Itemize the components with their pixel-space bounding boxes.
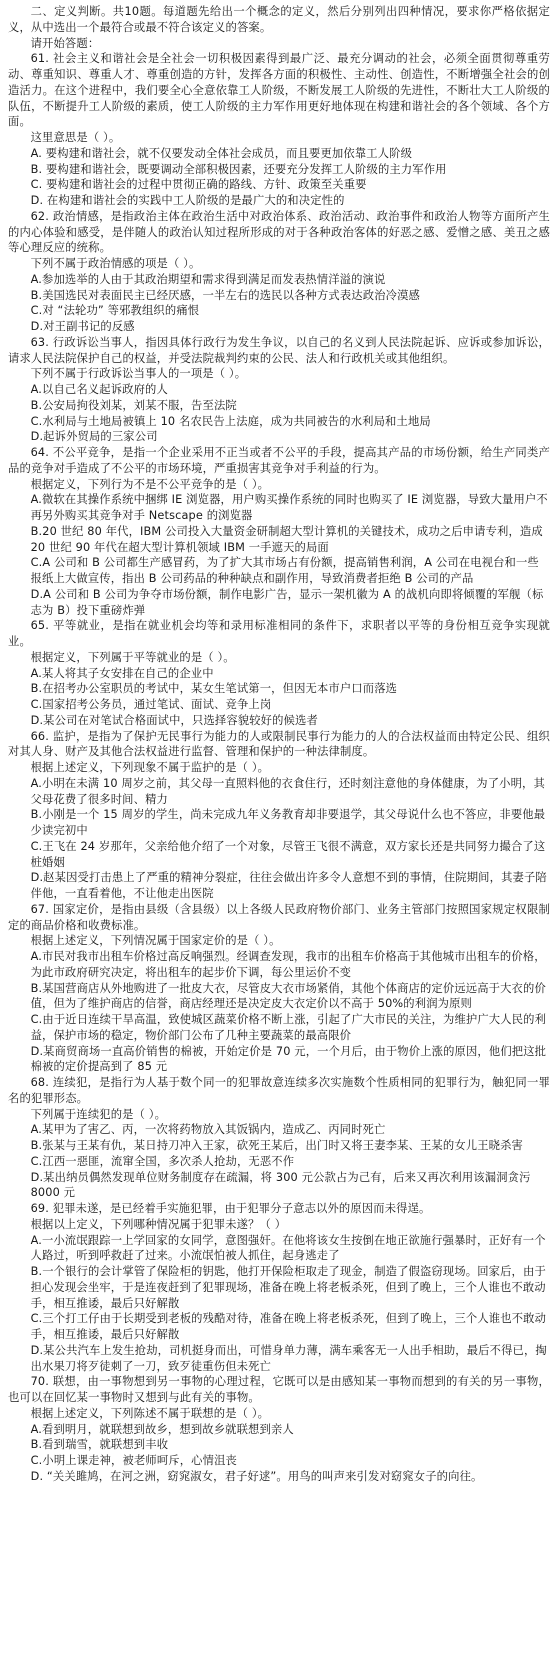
question-block bbox=[8, 902, 550, 1075]
question-definition: 70. 联想，由一事物想到另一事物的心理过程，它既可以是由感知某一事物而想到的有关的另一事物，也可以在回忆某一事物时又想到与此有关的事物。 bbox=[8, 1375, 550, 1404]
answer-option: D.某出纳员偶然发现单位财务制度存在疏漏，将 300 元公款占为己有，后来又再次利用该漏洞贪污 8000 元 bbox=[30, 1170, 531, 1200]
question-stem: 根据定义，下列行为不是不公平竞争的是（ ）。 bbox=[30, 477, 270, 491]
answer-option: A.某人将其子女安排在自己的企业中 bbox=[30, 666, 214, 680]
section-intro: 二、定义判断。共10题。每道题先给出一个概念的定义，然后分别列出四种情况，要求你严格依据定义，从中选出一个最符合或最不符合该定义的答案。 bbox=[8, 5, 550, 34]
question-block bbox=[8, 618, 550, 728]
answer-option: A.微软在其操作系统中捆绑 IE 浏览器，用户购买操作系统的同时也购买了 IE 浏览器，导致大量用户不再另外购买其竞争对手 Netscape 的浏览器 bbox=[30, 493, 548, 522]
question-block bbox=[8, 335, 550, 445]
answer-option: C.三个打工仔由于长期受到老板的残酷对待，准备在晚上将老板杀死，但到了晚上，三个人谁也不敢动手，相互推诿，最后只好解散 bbox=[30, 1312, 547, 1341]
question-stem: 根据以上定义，下列哪种情况属于犯罪未遂？（ ） bbox=[30, 1217, 287, 1231]
question-stem: 下列不属于行政诉讼当事人的一项是（ ）。 bbox=[30, 367, 247, 381]
question-block bbox=[8, 209, 550, 335]
question-stem: 根据上述定义，下列陈述不属于联想的是（ ）。 bbox=[30, 1406, 270, 1420]
answer-option: D.某公司在对笔试合格面试中，只选择容貌较好的候选者 bbox=[30, 713, 318, 727]
question-block bbox=[8, 729, 550, 902]
question-definition: 68. 连续犯，是指行为人基于数个同一的犯罪故意连续多次实施数个性质相同的犯罪行为，触犯同一罪名的犯罪形态。 bbox=[8, 1076, 550, 1105]
answer-option: B.某国营商店从外地购进了一批皮大衣，尽管皮大衣市场紧俏，其他个体商店的定价远远高于大衣的价值，但为了维护商店的信誉，商店经理还是决定皮大衣定价以不高于 50%的利润为原则 bbox=[30, 981, 546, 1011]
answer-option: C.国家招考公务员，通过笔试、面试、竞争上岗 bbox=[30, 698, 272, 711]
answer-option: D. 在构建和谐社会的实践中工人阶级的是最广大的和决定性的 bbox=[30, 194, 345, 207]
answer-option: A.看到明月，就联想到故乡，想到故乡就联想到亲人 bbox=[30, 1422, 294, 1436]
answer-option: D.某公共汽车上发生抢劫，司机挺身而出，可惜身单力薄，满车乘客无一人出手相助，最后不得已，掏出水果刀将歹徒刺了一刀，致歹徒重伤但未死亡 bbox=[30, 1343, 547, 1373]
question-block bbox=[8, 1075, 550, 1201]
question-block bbox=[8, 1374, 550, 1484]
answer-option: D.赵某因受打击患上了严重的精神分裂症，往往会做出许多令人意想不到的事情，住院期间，其妻子陪伴他，一直看着他，不让他走出医院 bbox=[30, 871, 547, 900]
question-block bbox=[8, 1201, 550, 1374]
answer-option: C.小明上课走神，被老师呵斥，心情沮丧 bbox=[30, 1454, 237, 1467]
question-definition: 65. 平等就业，是指在就业机会均等和录用标准相同的条件下，求职者以平等的身份相互竞争实现就业。 bbox=[8, 619, 550, 648]
question-definition: 66. 监护，是指为了保护无民事行为能力的人或限制民事行为能力的人的合法权益而由特定公民、组织对其人身、财产及其他合法权益进行监督、管理和保护的一种法律制度。 bbox=[8, 729, 550, 759]
answer-option: D. “关关雎鸠，在河之洲，窈窕淑女，君子好逑”。用鸟的叫声来引发对窈窕女子的向往。 bbox=[30, 1469, 483, 1483]
answer-option: C.A 公司和 B 公司都生产感冒药，为了扩大其市场占有份额，提高销售利润，A 公司在电视台和一些报纸上大做宣传，指出 B 公司药品的种种缺点和副作用，导致消费者拒绝 B 公司的产品 bbox=[30, 556, 539, 585]
start-prompt: 请开始答题： bbox=[30, 36, 100, 50]
answer-option: A. 要构建和谐社会，就不仅要发动全体社会成员，而且要更加依靠工人阶级 bbox=[30, 146, 413, 160]
question-stem: 下列不属于政治情感的项是（ ）。 bbox=[30, 257, 201, 270]
answer-option: B.公安局拘役刘某，刘某不服，告至法院 bbox=[30, 398, 237, 412]
question-definition: 64. 不公平竞争，是指一个企业采用不正当或者不公平的手段，提高其产品的市场份额，给生产同类产品的竞争对手造成了不公平的市场环境，严重损害其竞争对手利益的行为。 bbox=[8, 446, 550, 475]
answer-option: C.王飞在 24 岁那年，父亲给他介绍了一个对象，尽管王飞很不满意，双方家长还是共同努力撮合了这桩婚姻 bbox=[30, 839, 546, 869]
answer-option: B.美国选民对表面民主已经厌感，一半左右的选民以各种方式表达政治冷漠感 bbox=[30, 288, 420, 302]
question-definition: 62. 政治情感，是指政治主体在政治生活中对政治体系、政治活动、政治事件和政治人物等方面所产生的内心体验和感受，是伴随人的政治认知过程所形成的对于各种政治客体的好恶之感、爱憎之感、美丑之感等心理反应的统称。 bbox=[8, 209, 550, 255]
answer-option: B.看到瑞雪，就联想到丰收 bbox=[30, 1438, 169, 1452]
answer-option: C.江西一惡匪，流窜全国，多次杀人抢劫，无恶不作 bbox=[30, 1154, 295, 1168]
question-stem: 根据上述定义，下列现象不属于监护的是（ ）。 bbox=[30, 761, 270, 774]
answer-option: C. 要构建和谐社会的过程中贯彻正确的路线、方针、政策至关重要 bbox=[30, 178, 367, 192]
answer-option: A.小明在未满 10 周岁之前，其父母一直照料他的衣食住行，还时刻注意他的身体健康，为了小明，其父母花费了很多时间、精力 bbox=[30, 776, 545, 806]
question-list bbox=[8, 51, 550, 1484]
question-stem: 根据上述定义，下列情况属于国家定价的是（ ）。 bbox=[30, 934, 281, 948]
answer-option: D.起诉外贸局的三家公司 bbox=[30, 430, 158, 444]
answer-option: D.对王副书记的反感 bbox=[30, 320, 135, 333]
question-block bbox=[8, 445, 550, 618]
question-stem: 根据定义，下列属于平等就业的是（ ）。 bbox=[30, 650, 235, 664]
question-stem: 这里意思是（ ）。 bbox=[30, 131, 121, 144]
answer-option: C.由于近日连续干旱高温，致使城区蔬菜价格不断上涨，引起了广大市民的关注，为维护广大人民的利益，保护市场的稳定，物价部门公布了几种主要蔬菜的最高限价 bbox=[30, 1013, 547, 1042]
answer-option: D.某商贸商场一直高价销售的棉被，开始定价是 70 元，一个月后，由于物价上涨的原因，他们把这批棉被的定价提高到了 85 元 bbox=[30, 1044, 547, 1074]
answer-option: A.某甲为了害乙、丙，一次将药物放入其饭锅内，造成乙、丙同时死亡 bbox=[30, 1123, 386, 1137]
answer-option: A.市民对我市出租车价格过高反响强烈。经调查发现，我市的出租车价格高于其他城市出租车的价格，为此市政府研究决定，将出租车的起步价下调，每公里运价不变 bbox=[30, 950, 546, 979]
question-definition: 69. 犯罪未遂，是已经着手实施犯罪，由于犯罪分子意志以外的原因而未得逞。 bbox=[30, 1202, 431, 1215]
answer-option: A.以自己名义起诉政府的人 bbox=[30, 383, 168, 396]
answer-option: C.水利局与土地局被镇上 10 名农民告上法庭，成为共同被告的水利局和土地局 bbox=[30, 414, 431, 428]
question-definition: 61. 社会主义和谐社会是全社会一切积极因素得到最广泛、最充分调动的社会，必须全面贯彻尊重劳动、尊重知识、尊重人才、尊重创造的方针，发挥各方面的积极性、主动性、创造性，不断增强全社会的创造活力。在这个进程中，我们要全心全意依靠工人阶级，不断发展工人阶级的先进性，不断壮大工人阶级的队伍，不断提升工人阶级的素质，使工人阶级的主力军作用更好地体现在构建和谐社会的各个领域、各个方面。 bbox=[8, 52, 550, 129]
answer-option: B.一个银行的会计掌管了保险柜的钥匙，他打开保险柜取走了现金，制造了假盗窃现场。回家后，由于担心发现会坐牢，于是连夜赶到了犯罪现场，准备在晚上将老板杀死，但到了晚上，三个人谁也不敢动手，相互推诿，最后只好解散 bbox=[30, 1265, 546, 1310]
answer-option: C.对 “法轮功” 等邪教组织的痛恨 bbox=[30, 304, 200, 318]
question-definition: 63. 行政诉讼当事人，指因具体行政行为发生争议，以自己的名义到人民法院起诉、应诉或参加诉讼，请求人民法院保护自己的权益，并受法院裁判约束的公民、法人和行政机关或其他组织。 bbox=[8, 335, 550, 365]
question-block bbox=[8, 51, 550, 209]
answer-option: B.张某与王某有仇，某日持刀冲入王家，砍死王某后，出门时又将王妻李某、王某的女儿王晓杀害 bbox=[30, 1139, 524, 1152]
answer-option: B.20 世纪 80 年代，IBM 公司投入大量资金研制超大型计算机的关键技术，成功之后申请专利，造成 20 世纪 90 年代在超大型计算机领域 IBM 一手遮天的局面 bbox=[30, 524, 543, 554]
answer-option: A.一小流氓跟踪一上学回家的女同学，意图强奸。在他将该女生按倒在地正欲施行强暴时，正好有一个人路过，听到呼救赶了过来。小流氓怕被人抓住，起身逃走了 bbox=[30, 1233, 546, 1263]
answer-option: D.A 公司和 B 公司为争夺市场份额，制作电影广告，显示一架机徽为 A 的战机向即将倾覆的军舰（标志为 B）投下重磅炸弹 bbox=[30, 587, 544, 617]
question-stem: 下列属于连续犯的是（ ）。 bbox=[30, 1107, 167, 1121]
answer-option: B.在招考办公室职员的考试中，某女生笔试第一，但因无本市户口而落选 bbox=[30, 682, 398, 696]
question-definition: 67. 国家定价，是指由县级（含县级）以上各级人民政府物价部门、业务主管部门按照国家规定权限制定的商品价格和收费标准。 bbox=[8, 902, 550, 932]
answer-option: A.参加选举的人由于其政治期望和需求得到满足而发表热情洋溢的演说 bbox=[30, 272, 386, 286]
answer-option: B.小刚是一个 15 周岁的学生，尚未完成九年义务教育却非要退学，其父母说什么也不答应，非要他最少读完初中 bbox=[30, 808, 546, 837]
answer-option: B. 要构建和谐社会，既要调动全部积极因素，还要充分发挥工人阶级的主力军作用 bbox=[30, 162, 447, 176]
